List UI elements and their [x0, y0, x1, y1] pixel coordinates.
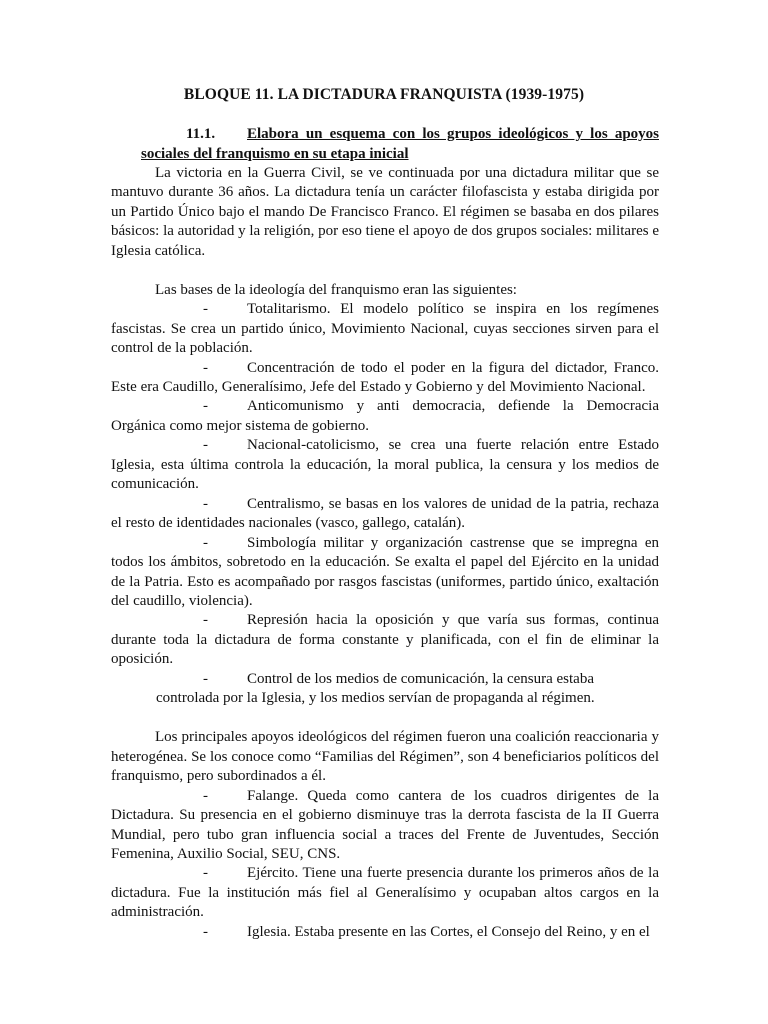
list-item — [111, 495, 659, 534]
section-heading-line-1: Elabora un esquema con los grupos ideológicos y los apoyos — [247, 126, 659, 142]
bullet-dash: - — [203, 865, 208, 882]
list-item-text: controlada por la Iglesia, y los medios servían de propaganda al régimen. — [156, 690, 595, 707]
list-item — [111, 534, 659, 612]
list-item-text: Totalitarismo. El modelo político se inspira en los regímenes fascistas. Se crea un partido único, Movimiento Nacional, cuyas secciones sirven para el control de la población. — [111, 301, 659, 357]
bullet-dash: - — [203, 534, 208, 551]
bases-intro: Las bases de la ideología del franquismo eran las siguientes: — [155, 281, 517, 298]
list-item-text: Anticomunismo y anti democracia, defiende la Democracia Orgánica como mejor sistema de gobierno. — [111, 398, 659, 434]
list-item-text: Falange. Queda como cantera de los cuadros dirigentes de la Dictadura. Su presencia en el gobierno disminuye tras la derrota fascista de la II Guerra Mundial, pero tubo gran influencia social a traces del Frente de Juventudes, Sección Femenina, Auxilio Social, SEU, CNS. — [111, 787, 659, 862]
list-item-text: Concentración de todo el poder en la figura del dictador, Franco. Este era Caudillo, Generalísimo, Jefe del Estado y Gobierno y del Movimiento Nacional. — [111, 359, 659, 396]
bullet-dash: - — [203, 359, 208, 376]
document-title: BLOQUE 11. LA DICTADURA FRANQUISTA (1939-1975) — [183, 86, 585, 103]
list-item — [111, 300, 659, 358]
bullet-dash: - — [203, 670, 208, 687]
document-body — [111, 164, 659, 942]
list-item — [111, 359, 659, 398]
intro-paragraph: La victoria en la Guerra Civil, se ve continuada por una dictadura militar que se mantuvo durante 36 años. La dictadura tenía un carácter filofascista y estaba dirigida por un Partido Único bajo el mando De Francisco Franco. El régimen se basaba en dos pilares básicos: la autoridad y la religión, por eso tiene el apoyo de dos grupos sociales: militares e Iglesia católica. — [111, 165, 659, 259]
bullet-dash: - — [203, 495, 208, 512]
list-item-text: Iglesia. Estaba presente en las Cortes, el Consejo del Reino, y en el — [247, 923, 650, 940]
list-item-text: Simbología militar y organización castrense que se impregna en todos los ámbitos, sobretodo en la educación. Se exalta el papel del Ejército en la unidad de la Patria. Esto es acompañado por rasgos fascistas (uniformes, partido único, exaltación del caudillo, violencia). — [111, 534, 659, 610]
list-item-text: Nacional-catolicismo, se crea una fuerte relación entre Estado Iglesia, esta última controla la educación, la moral publica, la censura y los medios de comunicación. — [111, 437, 659, 493]
list-item — [111, 670, 659, 709]
list-item-text: Represión hacia la oposición y que varía sus formas, continua durante toda la dictadura de forma constante y planificada, con el fin de eliminar la oposición. — [111, 612, 659, 668]
list-item — [111, 864, 659, 922]
list-item — [111, 923, 659, 942]
section-heading-line-2: sociales del franquismo en su etapa inicial — [141, 145, 409, 162]
list-item-lead: Control de los medios de comunicación, la censura estaba — [247, 670, 594, 687]
bullet-dash: - — [203, 612, 208, 629]
bullet-dash: - — [203, 398, 208, 415]
list-item-text: Ejército. Tiene una fuerte presencia durante los primeros años de la dictadura. Fue la institución más fiel al Generalísimo y ocupaban altos cargos en la administración. — [111, 865, 659, 921]
apoyos-intro: Los principales apoyos ideológicos del régimen fueron una coalición reaccionaria y heterogénea. Se los conoce como “Familias del Régimen”, son 4 beneficiarios políticos del franquismo, pero subordinados a él. — [111, 729, 659, 785]
list-item-text: Centralismo, se basas en los valores de unidad de la patria, rechaza el resto de identidades nacionales (vasco, gallego, catalán). — [111, 495, 659, 532]
list-item — [111, 397, 659, 436]
bullet-dash: - — [203, 301, 208, 318]
bullet-dash: - — [203, 787, 208, 804]
list-item — [111, 787, 659, 865]
section-number: 11.1. — [186, 126, 216, 142]
list-item — [111, 611, 659, 669]
section-heading — [141, 125, 659, 164]
bullet-dash: - — [203, 437, 208, 454]
bullet-dash: - — [203, 923, 208, 940]
list-item — [111, 436, 659, 494]
